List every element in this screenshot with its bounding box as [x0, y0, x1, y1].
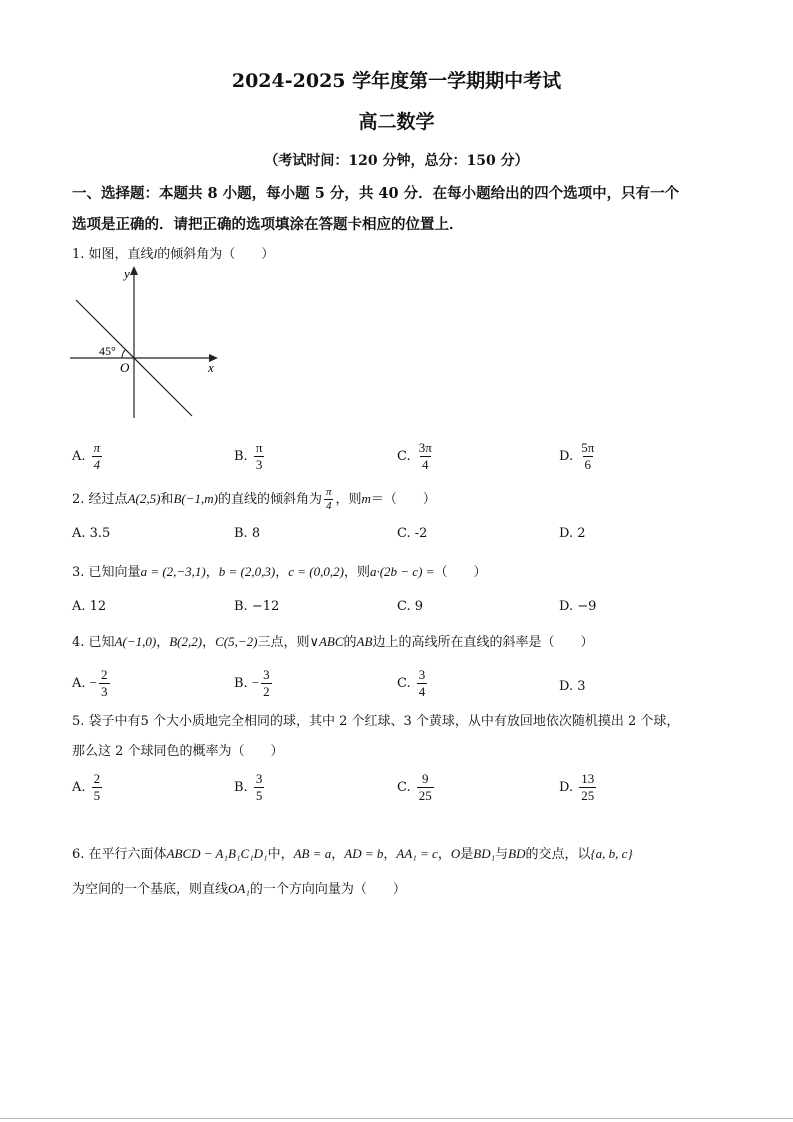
- option-label: D.: [559, 679, 574, 694]
- fraction-denominator: 4: [418, 684, 426, 699]
- fraction-numerator: 3: [263, 667, 270, 682]
- fraction-denominator: 4: [422, 457, 429, 472]
- q4-option-a[interactable]: [72, 667, 112, 700]
- origin-label: O: [120, 360, 130, 375]
- option-label: B.: [234, 780, 248, 795]
- option-label: A.: [72, 676, 86, 691]
- fraction-numerator: 2: [93, 771, 101, 786]
- q1-figure: [66, 264, 226, 424]
- segment-bd1: BD₁: [473, 846, 496, 861]
- angle-arc: [122, 350, 126, 359]
- question-text: 的直线的倾斜角为: [217, 492, 322, 507]
- fraction-numerator: 9: [422, 771, 429, 786]
- question-text: ＝（ ）: [370, 492, 436, 507]
- q1-option-d[interactable]: [559, 440, 598, 473]
- option-label: C.: [397, 676, 411, 691]
- fraction-denominator: 4: [93, 457, 101, 472]
- question-6-line1: 6. 在平行六面体ABCD − A₁B₁C₁D₁中，AB = a，AD = b，AA₁ = c，O是BD₁与BD的交点，以{a, b, c}: [72, 846, 633, 862]
- question-text: 已知向量: [88, 565, 141, 580]
- question-text: 为空间的一个基底，则直线: [72, 882, 229, 897]
- variable-m: m: [361, 491, 371, 506]
- question-text: 是: [460, 847, 474, 862]
- question-text: 与: [495, 847, 509, 862]
- x-label: x: [208, 360, 214, 375]
- question-text: 经过点: [88, 492, 128, 507]
- q2-option-c[interactable]: C. -2: [397, 526, 428, 541]
- basis-set: {a, b, c}: [590, 846, 633, 861]
- q3-option-b[interactable]: B. −12: [234, 599, 280, 614]
- subject-title: 高二数学: [358, 111, 435, 133]
- segment-bd: BD: [508, 846, 526, 861]
- question-text: 的倾斜角为（ ）: [157, 247, 275, 262]
- option-label: C.: [397, 780, 411, 795]
- q5-option-c[interactable]: [397, 771, 436, 804]
- fraction-denominator: 3: [101, 684, 108, 699]
- option-value: 3: [577, 679, 586, 694]
- question-5-line2: 那么这 2 个球同色的概率为（ ）: [72, 744, 284, 759]
- vector-a: a = (2,−3,1): [140, 564, 206, 579]
- q4-option-d[interactable]: [559, 679, 586, 694]
- option-label: B.: [234, 449, 248, 464]
- fraction-denominator: 4: [325, 500, 332, 512]
- point-a: A(−1,0): [114, 634, 157, 649]
- fraction-numerator: 5π: [581, 440, 595, 455]
- question-number: 5.: [72, 714, 85, 729]
- option-label: B.: [234, 676, 248, 691]
- q1-option-c[interactable]: [397, 440, 436, 473]
- question-text: 和: [160, 492, 174, 507]
- question-2: [72, 486, 436, 513]
- triangle: ∨ABC: [309, 634, 344, 649]
- q3-option-a[interactable]: A. 12: [72, 599, 107, 614]
- q4-option-c[interactable]: [397, 667, 429, 700]
- q1-option-a[interactable]: [72, 440, 104, 473]
- vector-aa1: AA₁ = c: [396, 846, 438, 861]
- question-text: 如图，直线: [88, 247, 154, 262]
- question-text: 的一个方向向量为（ ）: [249, 882, 406, 897]
- section-instructions-line1: 一、选择题：本题共 8 小题，每小题 5 分，共 40 分．在每小题给出的四个选项中，只有一个: [72, 185, 680, 202]
- question-number: 4.: [72, 635, 85, 650]
- option-label: D.: [559, 449, 574, 464]
- q4-option-b[interactable]: [234, 667, 274, 700]
- option-label: A.: [72, 780, 86, 795]
- parallelepiped: ABCD − A₁B₁C₁D₁: [166, 846, 268, 861]
- q5-option-a[interactable]: [72, 771, 104, 804]
- y-axis-arrow: [130, 266, 138, 275]
- question-text: ，则: [335, 492, 362, 507]
- fraction-numerator: 2: [101, 667, 108, 682]
- line-oa1: OA₁: [228, 881, 250, 896]
- fraction-numerator: 3: [255, 771, 263, 786]
- question-text: （ ）: [434, 565, 487, 580]
- fraction-denominator: 3: [255, 457, 263, 472]
- question-3: 3. 已知向量a = (2,−3,1)，b = (2,0,3)，c = (0,0,2)，则a·(2b − c) =（ ）: [72, 564, 487, 580]
- fraction-numerator: π: [325, 486, 332, 498]
- question-1: [72, 243, 274, 262]
- fraction-denominator: 25: [581, 788, 595, 803]
- q3-option-d[interactable]: D. −9: [559, 599, 597, 614]
- q5-option-b[interactable]: [234, 771, 266, 804]
- option-label: C.: [397, 449, 411, 464]
- q2-option-a[interactable]: A. 3.5: [72, 526, 111, 541]
- line-variable: l: [153, 246, 158, 261]
- exam-title: 2024-2025 学年度第一学期期中考试: [231, 70, 562, 92]
- q3-option-c[interactable]: C. 9: [397, 599, 424, 614]
- question-text: 中，: [267, 847, 294, 862]
- minus-sign: −: [89, 675, 98, 690]
- fraction-denominator: 2: [263, 684, 270, 699]
- question-5-line1: [72, 710, 679, 729]
- question-text: 的: [343, 635, 357, 650]
- fraction-denominator: 5: [255, 788, 263, 803]
- question-number: 6.: [72, 847, 85, 862]
- fraction-numerator: 3π: [418, 440, 432, 455]
- minus-sign: −: [251, 675, 260, 690]
- question-text: 的交点，以: [525, 847, 591, 862]
- question-6-line2: [72, 878, 406, 897]
- question-text: 在平行六面体: [88, 847, 167, 862]
- exam-info: （考试时间：120 分钟，总分：150 分）: [264, 153, 529, 169]
- page-bottom-rule: [0, 1118, 793, 1119]
- point-c: C(5,−2): [215, 634, 258, 649]
- side-ab: AB: [356, 634, 373, 649]
- point-b: B(−1,m): [173, 491, 218, 506]
- q5-option-d[interactable]: [559, 771, 598, 804]
- fraction-denominator: 6: [584, 457, 592, 472]
- q2-option-d[interactable]: D. 2: [559, 526, 586, 541]
- vector-ab: AB = a: [293, 846, 332, 861]
- question-number: 1.: [72, 247, 85, 262]
- question-text: 边上的高线所在直线的斜率是（ ）: [372, 635, 594, 650]
- option-label: A.: [72, 449, 86, 464]
- question-text: 已知: [88, 635, 115, 650]
- vector-b: b = (2,0,3): [218, 564, 276, 579]
- angle-label: 45°: [99, 344, 116, 358]
- question-number: 2.: [72, 492, 85, 507]
- point-a: A(2,5): [127, 491, 161, 506]
- vector-ad: AD = b: [344, 846, 384, 861]
- section-instructions-line2: 选项是正确的．请把正确的选项填涂在答题卡相应的位置上．: [72, 216, 464, 233]
- fraction-numerator: π: [93, 440, 101, 455]
- question-text: ，则: [343, 565, 370, 580]
- fraction-denominator: 25: [418, 788, 432, 803]
- question-number: 3.: [72, 565, 85, 580]
- y-label: y: [124, 266, 130, 281]
- point-o: O: [450, 846, 461, 861]
- fraction-denominator: 5: [93, 788, 101, 803]
- option-label: D.: [559, 780, 574, 795]
- q1-option-b[interactable]: [234, 440, 266, 473]
- fraction-numerator: 3: [418, 667, 426, 682]
- vector-c: c = (0,0,2): [288, 564, 344, 579]
- vector-expression: a·(2b − c) =: [369, 564, 435, 579]
- q2-option-b[interactable]: B. 8: [234, 526, 261, 541]
- fraction-numerator: π: [255, 440, 263, 455]
- fraction-numerator: 13: [581, 771, 595, 786]
- question-4: 4. 已知A(−1,0)，B(2,2)，C(5,−2)三点，则∨ABC的AB边上的高线所在直线的斜率是（ ）: [72, 634, 594, 650]
- point-b: B(2,2): [169, 634, 203, 649]
- question-text: 袋子中有5 个大小质地完全相同的球，其中 2 个红球、3 个黄球，从中有放回地依次随机摸出 2 个球，: [88, 714, 680, 729]
- question-text: 三点，则: [257, 635, 310, 650]
